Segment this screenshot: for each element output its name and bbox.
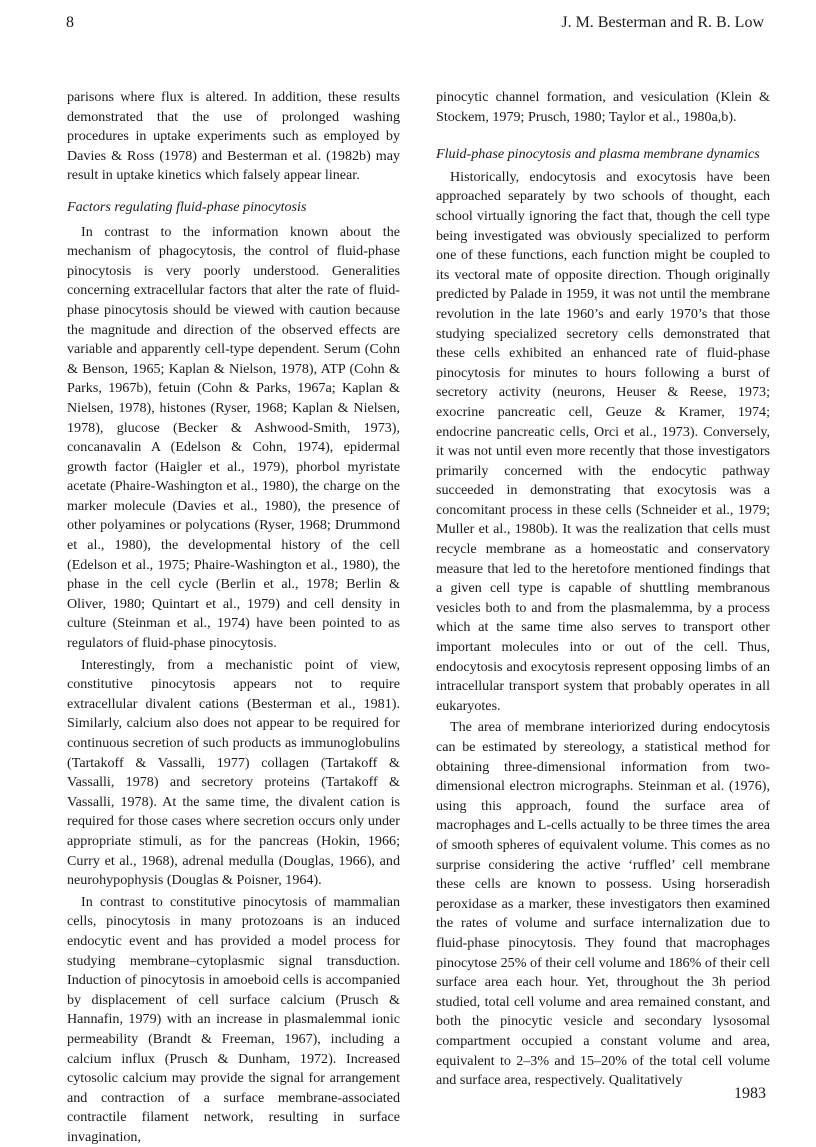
page-footer-year: 1983 [734,1085,766,1102]
paragraph: Historically, endocytosis and exocytosis have been approached separately by two schools of thought, each school virtually ignoring the fact that, though the cell type being investigated was obviously specialized to perform one of these functions, each function might be coupled to its vectoral mate of opposite direction. Though originally predicted by Palade in 1959, it was not until the membrane revolution in the late 1960’s and early 1970’s that those studying specialized secretory cells demonstrated that these cells exhibited an enhanced rate of fluid-phase pinocytosis for minutes to hours following a burst of secretory activity (neurons, Heuser & Reese, 1973; exocrine pancreatic cell, Geuze & Kramer, 1974; endocrine pancreatic cells, Orci et al., 1973). Conversely, it was not until even more recently that those investigators primarily concerned with the endocytic pathway succeeded in demonstrating that exocytosis was a concomitant process in these cells (Schneider et al., 1979; Muller et al., 1980b). It was the realization that cells must recycle membrane as a homeostatic and conservatory measure that led to the heretofore mentioned findings that a given cell type is capable of shuttling membranous vesicles both to and from the plasmalemma, by a process which at the same time also serves to transport other important molecules into or out of the cell. Thus, endocytosis and exocytosis represent opposing limbs of an intracellular transport system that probably operates in all eukaryotes. [436,168,770,714]
running-head-authors: J. M. Besterman and R. B. Low [561,14,764,31]
paragraph: Interestingly, from a mechanistic point of view, constitutive pinocytosis appears not to require extracellular divalent cations (Besterman et al., 1981). Similarly, calcium also does not appear to be required for continuous secretion of such products as immunoglobulins (Tartakoff & Vassalli, 1977) collagen (Tartakoff & Vassalli, 1978) and secretory proteins (Tartakoff & Vassalli, 1978). At the same time, the divalent cation is required for those cases where secretion occurs only under appropriate stimuli, as for the pancreas (Hokin, 1966; Curry et al., 1968), adrenal medulla (Douglas, 1966), and neurohypophysis (Douglas & Poisner, 1964). [67,656,400,889]
paragraph: In contrast to the information known about the mechanism of phagocytosis, the control of fluid-phase pinocytosis is very poorly understood. Generalities concerning extracellular factors that alter the rate of fluid-phase pinocytosis should be viewed with caution because the magnitude and direction of the observed effects are variable and apparently cell-type dependent. Serum (Cohn & Benson, 1965; Kaplan & Nielson, 1978), ATP (Cohn & Parks, 1967b), fetuin (Cohn & Parks, 1967a; Kaplan & Nielsen, 1978), histones (Ryser, 1968; Kaplan & Nielsen, 1978), glucose (Becker & Ashwood-Smith, 1973), concanavalin A (Edelson & Cohn, 1974), epidermal growth factor (Haigler et al., 1979), phorbol myristate acetate (Phaire-Washington et al., 1980), the charge on the marker molecule (Davies et al., 1980), the presence of other polyamines or polycations (Ryser, 1968; Drummond et al., 1980), the developmental history of the cell (Edelson et al., 1975; Phaire-Washington et al., 1980), the phase in the cell cycle (Berlin et al., 1978; Berlin & Oliver, 1980; Quintart et al., 1979) and cell density in culture (Steinman et al., 1974) have been pointed to as regulators of fluid-phase pinocytosis. [67,223,400,652]
page-number: 8 [66,14,74,31]
paragraph: In contrast to constitutive pinocytosis of mammalian cells, pinocytosis in many protozoans is an induced endocytic event and has provided a model process for studying membrane–cytoplasmic signal transduction. Induction of pinocytosis in amoeboid cells is accompanied by displacement of cell surface calcium (Prusch & Hannafin, 1979) with an increase in plasmalemmal ionic permeability (Brandt & Freeman, 1967), including a calcium influx (Prusch & Dunham, 1972). Increased cytosolic calcium may provide the signal for arrangement and contraction of a surface membrane-associated contractile filament network, resulting in surface invagination, [67,893,400,1145]
page-header [52,10,764,36]
right-column [436,88,770,1091]
paragraph: The area of membrane interiorized during endocytosis can be estimated by stereology, a statistical method for obtaining three-dimensional information from two-dimensional electron micrographs. Steinman et al. (1976), using this approach, found the surface area of macrophages and L-cells actually to be three times the area of smooth spheres of equivalent volume. This comes as no surprise considering the active ‘ruffled’ cell membrane these cells are known to possess. Using horseradish peroxidase as a marker, these investigators then examined the rates of volume and surface internalization due to fluid-phase pinocytosis. They found that macrophages pinocytose 25% of their cell volume and 186% of their cell surface area each hour. Yet, throughout the 3h period studied, total cell volume and area remained constant, and both the pinocytic vesicle and secondary lysosomal compartment occupied a constant volume and area, equivalent to 2–3% and 15–20% of the total cell volume and surface area, respectively. Qualitatively [436,719,770,1089]
section-heading-factors: Factors regulating fluid-phase pinocytosis [67,198,307,215]
section-heading-membrane-dynamics: Fluid-phase pinocytosis and plasma membrane dynamics [436,146,760,163]
paragraph-continued: parisons where flux is altered. In addition, these results demonstrated that the use of prolonged washing procedures in uptake experiments such as employed by Davies & Ross (1978) and Besterman et al. (1982b) may result in uptake kinetics which falsely appear linear. [67,89,400,184]
left-column [67,88,400,1147]
paragraph-continued: pinocytic channel formation, and vesiculation (Klein & Stockem, 1979; Prusch, 1980; Taylor et al., 1980a,b). [436,89,770,125]
